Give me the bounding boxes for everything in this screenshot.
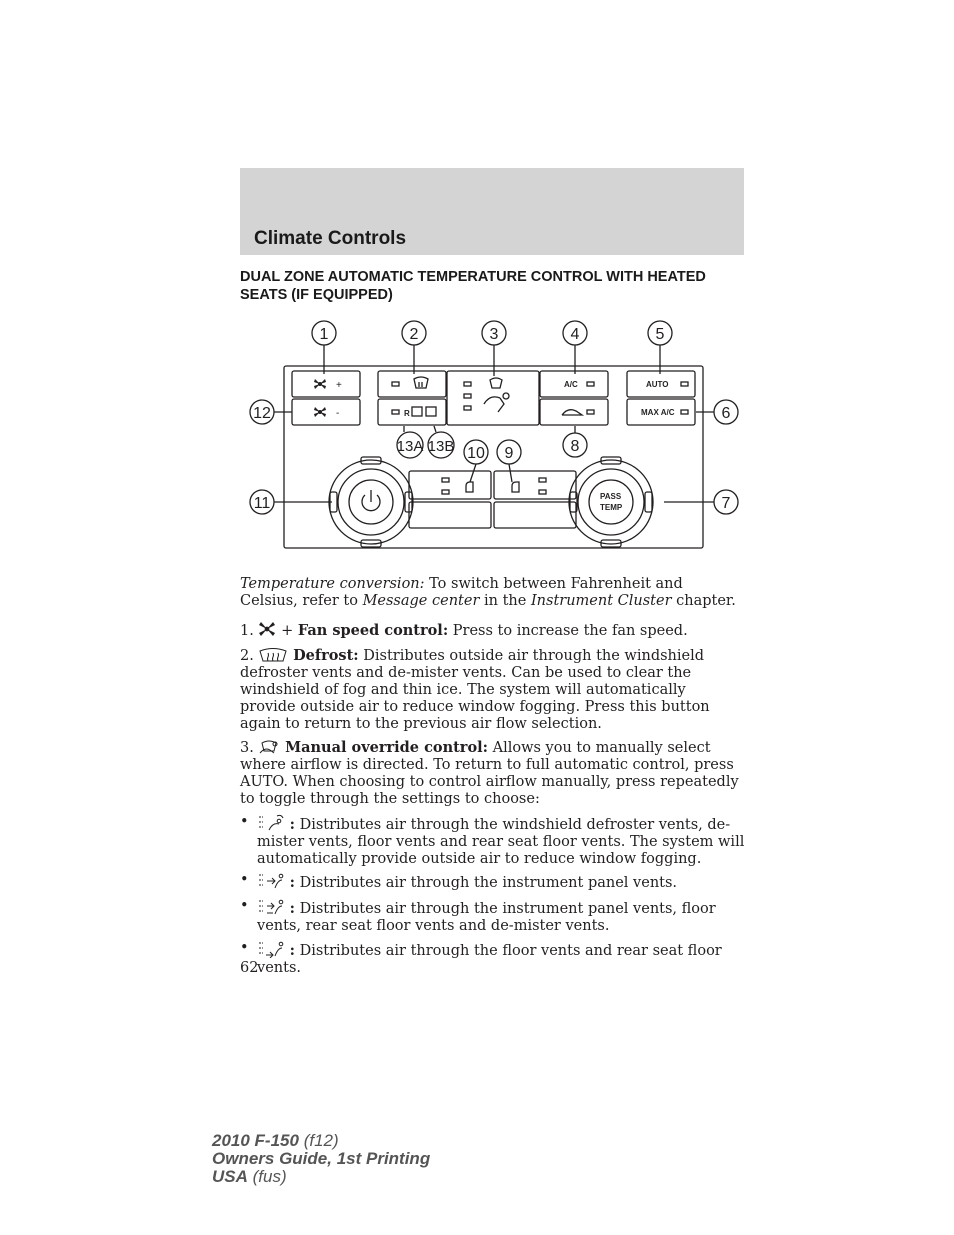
item-number: 3. bbox=[240, 740, 254, 756]
callout-11: 11 bbox=[253, 495, 271, 512]
fan-up-label: + bbox=[336, 380, 342, 391]
callout-13a: 13A bbox=[396, 438, 424, 455]
bullet-text: Distributes air through the windshield defroster vents, de-mister vents, floor vents and rear seat floor vents. The system will automatically provide outside air to reduce window fogging. bbox=[257, 817, 745, 867]
callout-10: 10 bbox=[467, 445, 485, 462]
callout-6: 6 bbox=[721, 405, 731, 422]
instrument-cluster-ref: Instrument Cluster bbox=[530, 593, 672, 609]
bullet-colon: : bbox=[289, 900, 295, 917]
pass-temp-label-line2: TEMP bbox=[600, 503, 623, 512]
page-number: 62 bbox=[240, 960, 259, 976]
item-manual-override bbox=[240, 739, 745, 808]
message-center-ref: Message center bbox=[362, 593, 480, 609]
airflow-option-defrost-floor bbox=[257, 814, 745, 868]
auto-button-label: AUTO bbox=[646, 380, 669, 389]
section-heading: DUAL ZONE AUTOMATIC TEMPERATURE CONTROL WITH HEATED SEATS (IF EQUIPPED) bbox=[240, 269, 706, 303]
footer-region: USA bbox=[212, 1167, 248, 1186]
footer-model: 2010 F-150 bbox=[212, 1131, 299, 1150]
panel-floor-mode-icon bbox=[257, 898, 285, 916]
airflow-option-panel-floor bbox=[257, 898, 745, 935]
callout-7: 7 bbox=[721, 495, 731, 512]
fan-down-label: - bbox=[336, 408, 340, 419]
rear-defrost-letter: R bbox=[404, 409, 410, 418]
callout-8: 8 bbox=[570, 438, 580, 455]
callout-13b: 13B bbox=[427, 438, 455, 455]
manual-override-icon bbox=[258, 739, 280, 755]
bullet-colon: : bbox=[289, 816, 295, 833]
callout-3: 3 bbox=[489, 326, 499, 343]
panel-mode-icon bbox=[257, 872, 285, 890]
conversion-text-2: in the bbox=[483, 593, 527, 609]
conversion-label: Temperature conversion: bbox=[240, 576, 425, 592]
item-title: Defrost: bbox=[293, 647, 359, 664]
callout-4: 4 bbox=[570, 326, 580, 343]
callout-9: 9 bbox=[504, 445, 514, 462]
header-band bbox=[240, 168, 744, 255]
conversion-paragraph bbox=[240, 576, 745, 610]
max-ac-button-label: MAX A/C bbox=[641, 408, 675, 417]
chapter-title: Climate Controls bbox=[254, 228, 407, 249]
airflow-option-panel bbox=[257, 872, 745, 892]
bullet-text: Distributes air through the instrument panel vents. bbox=[299, 875, 678, 891]
bullet-marker: • bbox=[240, 814, 249, 830]
pass-temp-label-line1: PASS bbox=[600, 492, 622, 501]
item-title: Manual override control: bbox=[285, 739, 488, 756]
bullet-colon: : bbox=[289, 942, 295, 959]
windshield-defrost-icon bbox=[258, 647, 288, 663]
item-text: Press to increase the fan speed. bbox=[452, 623, 688, 639]
fan-up-symbol: + bbox=[281, 623, 294, 639]
floor-mode-icon bbox=[257, 940, 285, 958]
defrost-floor-mode-icon bbox=[257, 814, 285, 832]
callout-1: 1 bbox=[319, 326, 329, 343]
airflow-option-floor bbox=[257, 940, 745, 977]
conversion-text-3: chapter. bbox=[676, 593, 736, 609]
bullet-marker: • bbox=[240, 898, 249, 914]
bullet-text: Distributes air through the floor vents and rear seat floor vents. bbox=[257, 943, 722, 976]
item-number: 2. bbox=[240, 648, 254, 664]
callout-2: 2 bbox=[409, 326, 419, 343]
conversion-text: To switch between Fahrenheit and Celsius, refer to bbox=[240, 576, 683, 609]
item-title: Fan speed control: bbox=[297, 622, 449, 639]
bullet-text: Distributes air through the instrument panel vents, floor vents, rear seat floor vents and de-mister vents. bbox=[257, 901, 716, 934]
footer-region-code: (fus) bbox=[252, 1167, 287, 1186]
footer-guide: Owners Guide, 1st Printing bbox=[212, 1149, 431, 1168]
ac-button-label: A/C bbox=[564, 380, 578, 389]
callout-5: 5 bbox=[655, 326, 665, 343]
footer bbox=[212, 1132, 430, 1186]
callout-12: 12 bbox=[253, 405, 271, 422]
footer-model-code: (f12) bbox=[303, 1131, 339, 1150]
bullet-marker: • bbox=[240, 872, 249, 888]
item-text: Allows you to manually select where airflow is directed. To return to full automatic control, press AUTO. When choosing to control airflow manually, press repeatedly to toggle through the settings to choose: bbox=[240, 740, 739, 807]
climate-control-panel-diagram bbox=[244, 314, 744, 558]
fan-icon bbox=[258, 620, 276, 638]
bullet-marker: • bbox=[240, 940, 249, 956]
bullet-colon: : bbox=[289, 874, 295, 891]
item-defrost bbox=[240, 647, 745, 733]
item-text: Distributes outside air through the windshield defroster vents and de-mister vents. Can be used to clear the windshield of fog and thin ice. The system will automatically provide outside air to reduce window fogging. Press this button again to return to the previous air flow selection. bbox=[240, 648, 710, 732]
item-fan-speed bbox=[240, 620, 745, 640]
item-number: 1. bbox=[240, 623, 254, 639]
